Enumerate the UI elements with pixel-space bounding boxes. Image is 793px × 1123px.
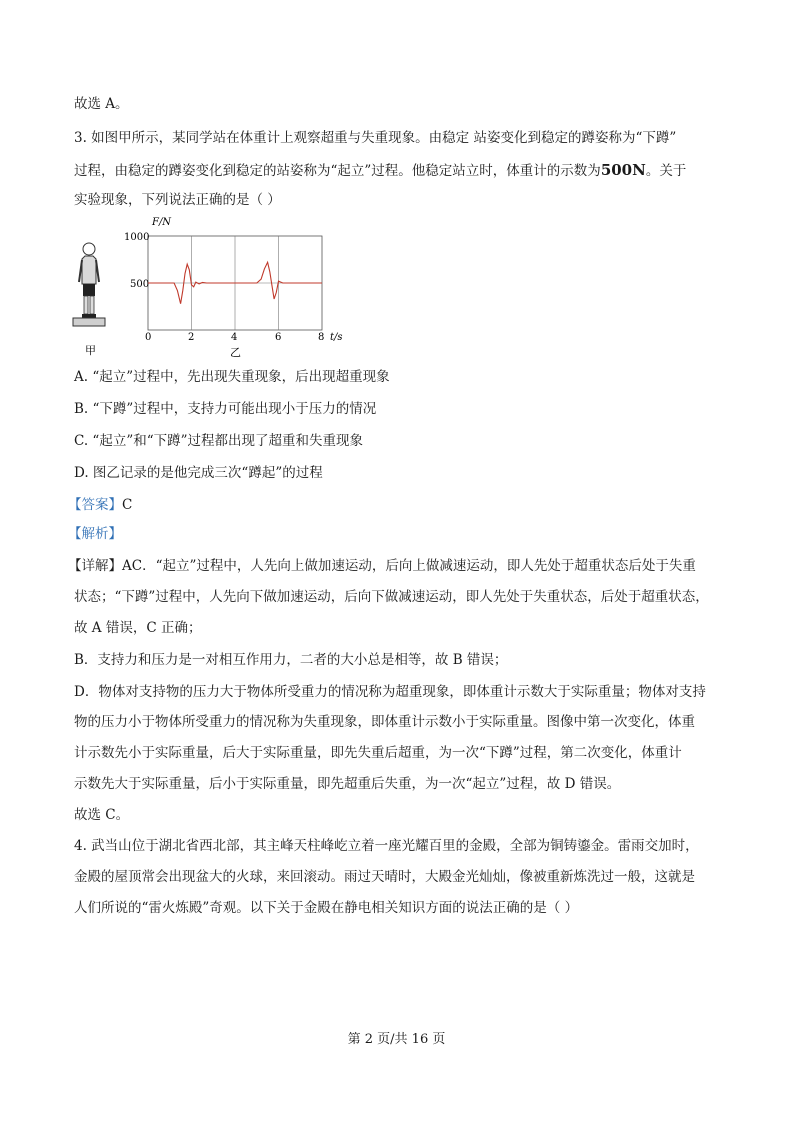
- option-a: A. “起立”过程中，先出现失重现象，后出现超重现象: [74, 369, 390, 385]
- force-value: 500N: [600, 161, 646, 179]
- detail-line-3: 故 A 错误，C 正确；: [74, 620, 202, 636]
- detail-tag: 【详解】: [68, 558, 122, 574]
- question-3-line-2: [74, 162, 686, 179]
- page-number: 第 2 页/共 16 页: [347, 1032, 446, 1047]
- detail-line-1: [68, 558, 696, 574]
- detail-line-7: 计示数先小于实际重量，后大于实际重量，即先失重后超重，为一次“下蹲”过程，第二次变化，体重计: [74, 745, 682, 761]
- question-4-line-3: 人们所说的“雷火炼殿”奇观。以下关于金殿在静电相关知识方面的说法正确的是（ ）: [74, 900, 579, 916]
- x-tick-4: 4: [231, 332, 238, 343]
- person-on-scale-illustration: [73, 243, 105, 326]
- question-3-line-2-text: 过程，由稳定的蹲姿变化到稳定的站姿称为“起立”过程。他稳定站立时，体重计的示数为: [74, 163, 601, 179]
- detail-line-8: 示数先大于实际重量，后小于实际重量，即先超重后失重，为一次“起立”过程，故 D 错误。: [74, 776, 621, 792]
- x-tick-8: 8: [318, 332, 325, 343]
- question-4-line-1: 4. 武当山位于湖北省西北部，其主峰天柱峰屹立着一座光耀百里的金殿，全部为铜铸鎏金。雷雨交加时，: [74, 838, 699, 854]
- force-time-chart: [124, 217, 343, 343]
- answer-value: C: [122, 497, 133, 513]
- detail-line-5: D．物体对支持物的压力大于物体所受重力的情况称为超重现象，即体重计示数大于实际重量；物体对支持: [74, 684, 706, 700]
- y-tick-500: 500: [130, 279, 150, 290]
- option-c: C. “起立”和“下蹲”过程都出现了超重和失重现象: [74, 433, 364, 449]
- x-axis-label: t/s: [330, 332, 343, 343]
- x-tick-2: 2: [188, 332, 195, 343]
- question-3-line-1: 3. 如图甲所示，某同学站在体重计上观察超重与失重现象。由稳定 站姿变化到稳定的蹲姿称为“下蹲”: [74, 130, 677, 146]
- answer-tag: 【答案】: [68, 497, 122, 513]
- question-3-line-2-tail: 。关于: [645, 163, 687, 179]
- detail-line-2: 状态；“下蹲”过程中，人先向下做加速运动，后向下做减速运动，即人先处于失重状态，后处于超重状态，: [74, 589, 709, 605]
- question-3-line-3: 实验现象，下列说法正确的是（ ）: [74, 192, 281, 208]
- caption-yi: 乙: [230, 346, 241, 359]
- x-tick-6: 6: [275, 332, 282, 343]
- detail-line-4: B．支持力和压力是一对相互作用力，二者的大小总是相等，故 B 错误；: [74, 652, 508, 668]
- answer-line: [68, 497, 132, 513]
- question-4-line-2: 金殿的屋顶常会出现盆大的火球，来回滚动。雨过天晴时，大殿金光灿灿，像被重新炼洗过一般，这就是: [74, 869, 695, 885]
- option-b: B. “下蹲”过程中，支持力可能出现小于压力的情况: [74, 401, 377, 417]
- caption-jia: 甲: [85, 344, 96, 357]
- x-tick-0: 0: [145, 332, 152, 343]
- figure-jia-yi: [68, 217, 358, 366]
- y-axis-label: F/N: [152, 217, 172, 228]
- detail-line-6: 物的压力小于物体所受重力的情况称为失重现象，即体重计示数小于实际重量。图像中第一次变化，体重: [74, 714, 695, 730]
- option-d: D. 图乙记录的是他完成三次“蹲起”的过程: [74, 465, 323, 481]
- text-line: 故选 A。: [74, 96, 129, 112]
- analysis-tag: 【解析】: [68, 526, 122, 542]
- detail-text-1: AC．“起立”过程中，人先向上做加速运动，后向上做减速运动，即人先处于超重状态后处于失重: [122, 558, 696, 574]
- detail-line-9: 故选 C。: [74, 807, 130, 823]
- y-tick-1000: 1000: [124, 232, 150, 243]
